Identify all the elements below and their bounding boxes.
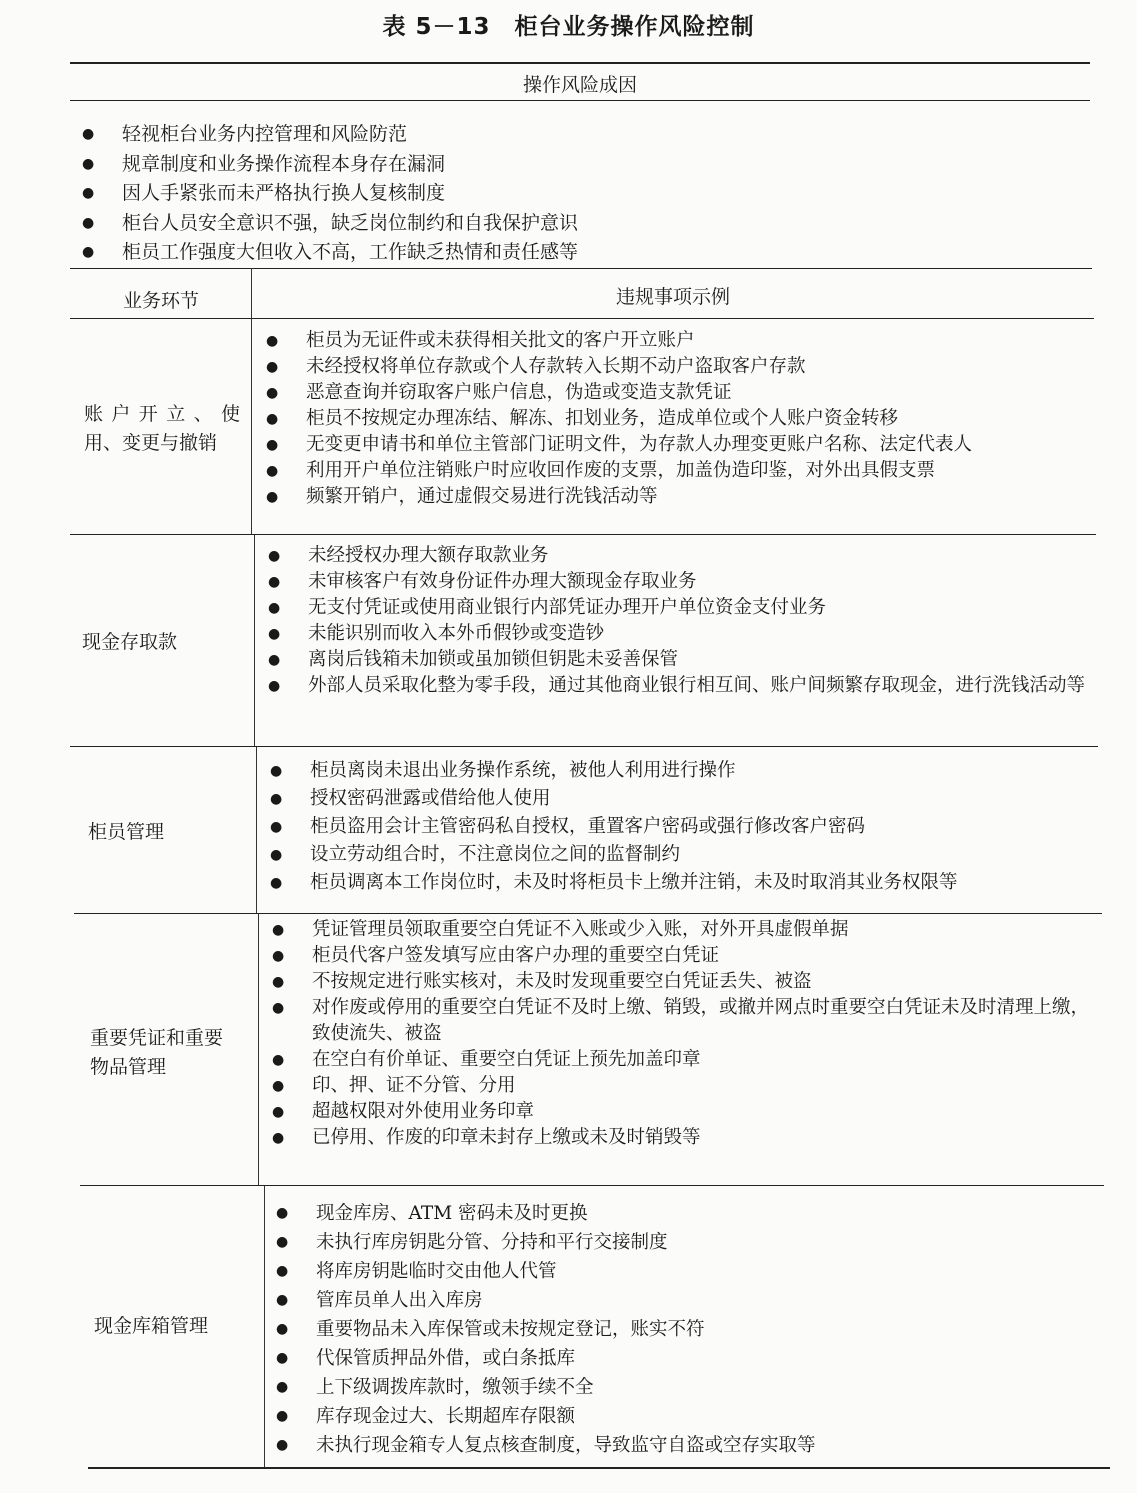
bullet-icon: ● <box>270 819 283 835</box>
section-items-vault <box>276 1199 1102 1460</box>
list-item: ● 管库员单人出入库房 <box>276 1286 1102 1315</box>
causes-heading: 操作风险成因 <box>522 74 637 96</box>
list-item: ● 在空白有价单证、重要空白凭证上预先加盖印章 <box>272 1047 1102 1073</box>
list-item: ● 凭证管理员领取重要空白凭证不入账或少入账，对外开具虚假单据 <box>272 917 1102 943</box>
top-rule <box>70 62 1090 64</box>
bullet-icon: ● <box>270 791 283 807</box>
list-item: ● 代保管质押品外借，或白条抵库 <box>276 1344 1102 1373</box>
bullet-icon: ● <box>266 489 279 505</box>
column-divider <box>258 914 259 1186</box>
bullet-icon: ● <box>272 922 285 938</box>
bullet-icon: ● <box>268 652 281 668</box>
bullet-icon: ● <box>272 948 285 964</box>
column-divider <box>251 268 252 535</box>
list-item: ● 设立劳动组合时，不注意岗位之间的监督制约 <box>270 841 1100 869</box>
bullet-icon: ● <box>276 1234 289 1250</box>
bullet-icon: ● <box>272 1104 285 1120</box>
list-item: ● 将库房钥匙临时交由他人代管 <box>276 1257 1102 1286</box>
column-divider <box>264 1186 265 1468</box>
list-item: ● 对作废或停用的重要空白凭证不及时上缴、销毁，或撤并网点时重要空白凭证未及时清理上缴，致使流失、被盗 <box>272 995 1102 1047</box>
column-header-examples: 违规事项示例 <box>615 286 730 308</box>
rule <box>70 268 1092 269</box>
bullet-icon: ● <box>272 1052 285 1068</box>
list-item: ● 轻视柜台业务内控管理和风险防范 <box>82 120 578 150</box>
bullet-icon: ● <box>276 1437 289 1453</box>
bullet-icon: ● <box>276 1408 289 1424</box>
column-divider <box>254 535 255 747</box>
list-item: ● 柜员代客户签发填写应由客户办理的重要空白凭证 <box>272 943 1102 969</box>
rule <box>70 318 1094 319</box>
bullet-icon: ● <box>276 1350 289 1366</box>
rule <box>70 746 1098 747</box>
table-title: 表 5－13 柜台业务操作风险控制 <box>382 14 755 40</box>
list-item: ● 不按规定进行账实核对，未及时发现重要空白凭证丢失、被盗 <box>272 969 1102 995</box>
bullet-icon: ● <box>268 626 281 642</box>
section-label-vouchers: 重要凭证和重要 物品管理 <box>90 1027 224 1078</box>
bullet-icon: ● <box>268 600 281 616</box>
bullet-icon: ● <box>272 974 285 990</box>
list-item: ● 授权密码泄露或借给他人使用 <box>270 785 1100 813</box>
bullet-icon: ● <box>268 574 281 590</box>
bullet-icon: ● <box>270 875 283 891</box>
list-item: ● 因人手紧张而未严格执行换人复核制度 <box>82 179 578 209</box>
bullet-icon: ● <box>276 1205 289 1221</box>
section-items-teller <box>270 757 1100 897</box>
bullet-icon: ● <box>266 411 279 427</box>
list-item: ● 未执行库房钥匙分管、分持和平行交接制度 <box>276 1228 1102 1257</box>
bullet-icon: ● <box>276 1321 289 1337</box>
bullet-icon: ● <box>276 1263 289 1279</box>
list-item: ● 现金库房、ATM 密码未及时更换 <box>276 1199 1102 1228</box>
section-label-account-line2: 用、变更与撤销 <box>84 432 218 454</box>
list-item: ● 未经授权办理大额存取款业务 <box>268 543 1098 569</box>
list-item: ● 离岗后钱箱未加锁或虽加锁但钥匙未妥善保管 <box>268 647 1098 673</box>
bullet-icon: ● <box>276 1292 289 1308</box>
list-item: ● 恶意查询并窃取客户账户信息，伪造或变造支款凭证 <box>266 380 1096 406</box>
list-item: ● 重要物品未入库保管或未按规定登记，账实不符 <box>276 1315 1102 1344</box>
list-item: ● 柜员为无证件或未获得相关批文的客户开立账户 <box>266 328 1096 354</box>
section-items-account <box>266 328 1096 510</box>
list-item: ● 未审核客户有效身份证件办理大额现金存取业务 <box>268 569 1098 595</box>
section-label-vault: 现金库箱管理 <box>94 1315 209 1337</box>
bullet-icon: ● <box>266 463 279 479</box>
bullet-icon: ● <box>268 548 281 564</box>
bullet-icon: ● <box>266 359 279 375</box>
list-item: ● 印、押、证不分管、分用 <box>272 1073 1102 1099</box>
causes-list <box>82 120 578 268</box>
list-item: ● 柜员盗用会计主管密码私自授权，重置客户密码或强行修改客户密码 <box>270 813 1100 841</box>
rule <box>80 1185 1104 1186</box>
list-item: ● 利用开户单位注销账户时应收回作废的支票，加盖伪造印鉴，对外出具假支票 <box>266 458 1096 484</box>
list-item: ● 频繁开销户，通过虚假交易进行洗钱活动等 <box>266 484 1096 510</box>
section-label-account: 账户开立、使 <box>84 403 240 425</box>
list-item: ● 无变更申请书和单位主管部门证明文件，为存款人办理变更账户名称、法定代表人 <box>266 432 1096 458</box>
bullet-icon: ● <box>266 333 279 349</box>
list-item: ● 柜员工作强度大但收入不高，工作缺乏热情和责任感等 <box>82 238 578 268</box>
bullet-icon: ● <box>272 1000 285 1016</box>
bullet-icon: ● <box>272 1078 285 1094</box>
rule <box>70 534 1096 535</box>
list-item: ● 未执行现金箱专人复点核查制度，导致监守自盗或空存实取等 <box>276 1431 1102 1460</box>
bottom-rule <box>88 1467 1110 1469</box>
bullet-icon: ● <box>82 244 95 260</box>
section-label-cash: 现金存取款 <box>82 631 178 653</box>
section-items-vouchers <box>272 917 1102 1151</box>
list-item: ● 规章制度和业务操作流程本身存在漏洞 <box>82 150 578 180</box>
rule <box>74 913 1102 914</box>
bullet-icon: ● <box>82 126 95 142</box>
bullet-icon: ● <box>270 847 283 863</box>
list-item: ● 无支付凭证或使用商业银行内部凭证办理开户单位资金支付业务 <box>268 595 1098 621</box>
list-item: ● 超越权限对外使用业务印章 <box>272 1099 1102 1125</box>
bullet-icon: ● <box>266 437 279 453</box>
list-item: ● 库存现金过大、长期超库存限额 <box>276 1402 1102 1431</box>
list-item: ● 柜员调离本工作岗位时，未及时将柜员卡上缴并注销，未及时取消其业务权限等 <box>270 869 1100 897</box>
list-item: ● 柜台人员安全意识不强，缺乏岗位制约和自我保护意识 <box>82 209 578 239</box>
bullet-icon: ● <box>276 1379 289 1395</box>
bullet-icon: ● <box>268 678 281 694</box>
list-item: ● 柜员离岗未退出业务操作系统，被他人利用进行操作 <box>270 757 1100 785</box>
bullet-icon: ● <box>82 214 95 231</box>
list-item: ● 已停用、作废的印章未封存上缴或未及时销毁等 <box>272 1125 1102 1151</box>
bullet-icon: ● <box>82 155 95 172</box>
bullet-icon: ● <box>272 1130 285 1146</box>
section-label-teller: 柜员管理 <box>88 821 165 843</box>
list-item: ● 未能识别而收入本外币假钞或变造钞 <box>268 621 1098 647</box>
bullet-icon: ● <box>266 385 279 401</box>
list-item: ● 外部人员采取化整为零手段，通过其他商业银行相互间、账户间频繁存取现金，进行洗钱活动等 <box>268 673 1098 699</box>
list-item: ● 上下级调拨库款时，缴领手续不全 <box>276 1373 1102 1402</box>
rule <box>70 100 1090 101</box>
section-items-cash <box>268 543 1098 699</box>
column-header-stage: 业务环节 <box>122 290 199 312</box>
list-item: ● 未经授权将单位存款或个人存款转入长期不动户盗取客户存款 <box>266 354 1096 380</box>
bullet-icon: ● <box>82 185 95 201</box>
bullet-icon: ● <box>270 763 283 779</box>
list-item: ● 柜员不按规定办理冻结、解冻、扣划业务，造成单位或个人账户资金转移 <box>266 406 1096 432</box>
